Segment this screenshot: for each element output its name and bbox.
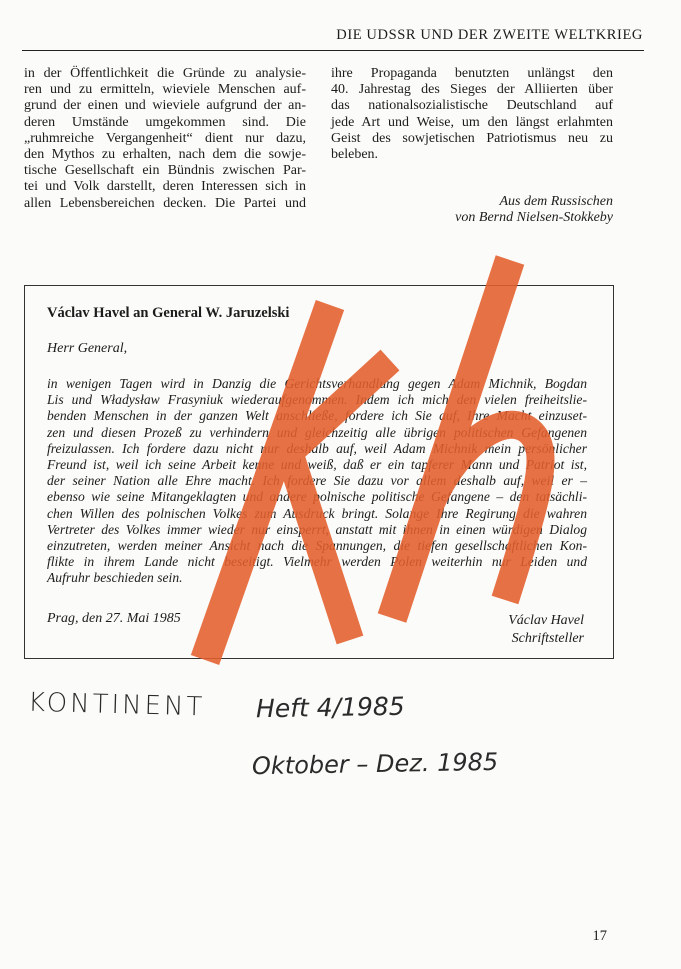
handwritten-period: Oktober – Dez. 1985 [251, 747, 499, 781]
letter-line: ebenso wie seine Mitangeklagten und andere polnische politische Gefangene – den tatsächli- [47, 489, 587, 505]
letter-box [24, 285, 614, 659]
letter-line: einzutreten, werden meiner Ansicht nach die Spannungen, die tiefen gesellschaftlichen Kon- [47, 538, 587, 554]
text-line: ren und zu ermitteln, wieviele Menschen auf- [24, 82, 306, 98]
letter-line: zen und diesen Prozeß zu verhindern und gleichzeitig alle übrigen politischen Gefangenen [47, 424, 587, 440]
text-line: 40. Jahrestag des Sieges der Alliierten über [331, 82, 613, 98]
text-line: das nationalsozialistische Deutschland auf [331, 98, 613, 114]
letter-salutation: Herr General, [47, 341, 128, 356]
text-line: den Mythos zu erhalten, nach dem die sowje- [24, 147, 306, 163]
text-line: grund der einen und wieviele aufgrund der an- [24, 98, 306, 114]
letter-body [47, 376, 587, 587]
handwritten-issue: Heft 4/1985 [255, 691, 405, 724]
text-line: „ruhmreiche Vergangenheit“ dient nur dazu, [24, 130, 306, 146]
letter-title: Václav Havel an General W. Jaruzelski [47, 305, 290, 321]
letter-line: der seiner Nation alle Ehre macht. Ich fordere Sie dazu vor allem deshalb auf, weil er – [47, 473, 587, 489]
letter-line: flikte in ihrem Lande nicht beseitigt. Vielmehr werden Polen weiterhin nur Leiden und [47, 554, 587, 570]
text-line: allen Lebensbereichen decken. Die Partei und [24, 195, 306, 211]
letter-line: Aufruhr beschieden sein. [47, 570, 183, 586]
text-line: beleben. [331, 147, 379, 163]
running-head: DIE UDSSR UND DER ZWEITE WELTKRIEG [336, 27, 643, 43]
text-line: in der Öffentlichkeit die Gründe zu analysie- [24, 66, 306, 81]
letter-line: chen Willen des polnischen Volkes zum Ausdruck bringt. Solange Ihre Regirung die wahren [47, 505, 587, 521]
text-line: ihre Propaganda benutzten unlängst den [331, 66, 613, 81]
letter-line: Lis und Władysław Frasyniuk wiederaufgenommen. Indem ich mich den vielen freiheitslie- [47, 392, 587, 408]
letter-line: Freund ist, weil ich seine Arbeit kenne und weiß, daß er ein tapferer Mann und Patriot ist, [47, 457, 587, 473]
text-line: deren Umstände umgekommen sind. Die [24, 114, 306, 130]
letter-line: Vertreter des Volkes immer wieder nur einsperrt, anstatt mit ihnen in einen würdigen Dialog [47, 521, 587, 537]
text-line: tische Gesellschaft ein Bündnis zwischen Par- [24, 163, 306, 179]
text-line: tei und Volk darstellt, deren Interessen sich in [24, 179, 306, 195]
translator-name: von Bernd Nielsen-Stokkeby [455, 210, 613, 225]
handwritten-source: KONTINENT [27, 687, 206, 723]
left-text-column [24, 66, 306, 212]
header-rule [22, 50, 644, 51]
letter-line: freizulassen. Ich fordere dazu nicht nur deshalb auf, weil Adam Michnik mein persönlicher [47, 440, 587, 456]
letter-place-date: Prag, den 27. Mai 1985 [47, 611, 181, 626]
text-line: Geist des sowjetischen Patriotismus neu zu [331, 130, 613, 146]
signature-name: Václav Havel [508, 613, 584, 628]
right-text-column [331, 66, 613, 163]
signature-role: Schriftsteller [511, 631, 584, 646]
letter-line: benden Menschen in der ganzen Welt anschließe, fordere ich Sie auf, Ihre Macht einzuset- [47, 408, 587, 424]
page-number: 17 [592, 928, 607, 944]
translation-credit: Aus dem Russischen [499, 194, 613, 209]
text-line: jede Art und Weise, um den längst erlahmten [331, 114, 613, 130]
letter-line: in wenigen Tagen wird in Danzig die Gerichtsverhandlung gegen Adam Michnik, Bogdan [47, 376, 587, 391]
